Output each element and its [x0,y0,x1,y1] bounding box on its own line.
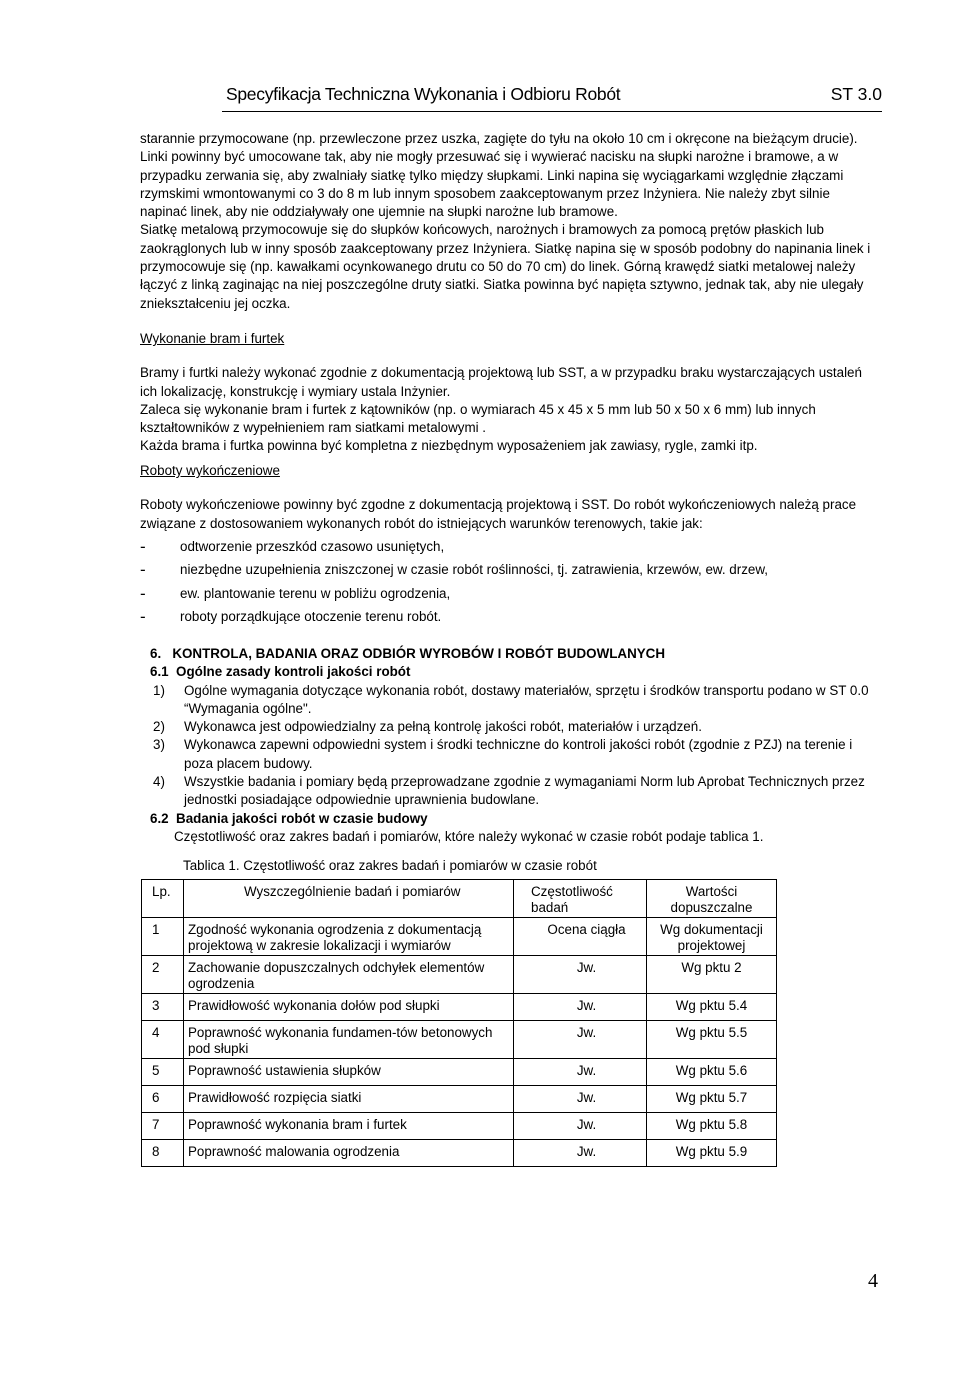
item-number: 3) [153,737,165,753]
numbered-item [150,773,880,810]
table-row [142,1140,777,1167]
table-cell: Wg pktu 5.9 [647,1140,777,1167]
table-cell: 5 [142,1059,184,1086]
list-item: - odtworzenie przeszkód czasowo usuniętych, [140,535,880,559]
table-row [142,956,777,994]
table-cell: Wg pktu 5.4 [647,994,777,1021]
page-number: 4 [868,1270,878,1292]
list-item: - ew. plantowanie terenu w pobliżu ogrodzenia, [140,582,880,606]
table-cell: 6 [142,1086,184,1113]
table-cell: Wg pktu 2 [647,956,777,994]
numbered-item [150,682,880,719]
table-cell: Jw. [514,1021,647,1059]
header-cell: Lp. [142,880,184,918]
table-cell: Poprawność malowania ogrodzenia [184,1140,514,1167]
table-cell: 3 [142,994,184,1021]
paragraph-siatka: Siatkę metalową przymocowuje się do słupków końcowych, narożnych i bramowych za pomocą prętów płaskich lub zaokrąglonych lub w inny sposób zaakceptowany przez Inżyniera. Siatkę napina się w sposób podobny do napinania linek i przymocowuje się (np. kawałkami ocynkowanego drutu co 50 do 70 cm) do linek. Górną krawędź siatki metalowej należy łączyć z linką zaginając na niej poszczególne druty siatki. Siatka powinna być napięta sztywno, jednak tak, aby nie ulegały zniekształceniu jej oczka. [140,222,871,311]
item-number: 2) [153,719,165,735]
list-item: - niezbędne uzupełnienia zniszczonej w czasie robót roślinności, tj. zatrawienia, krzewów, ew. drzew, [140,558,880,582]
table-cell: Jw. [514,1113,647,1140]
numbered-item [150,736,880,773]
header-cell: Wyszczególnienie badań i pomiarów [184,880,514,918]
paragraph-bramy-2: Zaleca się wykonanie bram i furtek z kątowników (np. o wymiarach 45 x 45 x 5 mm lub 50 x 50 x 6 mm) lub innych kształtowników z wypełnieniem ram siatkami metalowymi . [140,401,816,436]
numbered-item [150,718,880,736]
subsection-heading-6-2: 6.2 Badania jakości robót w czasie budowy [150,810,428,826]
roboty-list [140,535,880,629]
roboty-section [140,462,880,629]
list-item: - roboty porządkujące otoczenie terenu robót. [140,605,880,629]
bramy-section [140,330,880,456]
table-cell: Poprawność ustawienia słupków [184,1059,514,1086]
item-text: Wykonawca jest odpowiedzialny za pełną kontrolę jakości robót, materiałów i urządzeń. [184,719,702,735]
table-cell: Poprawność wykonania bram i furtek [184,1113,514,1140]
table-header-row [142,880,777,918]
paragraph-bramy-3: Każda brama i furtka powinna być kompletna z niezbędnym wyposażeniem jak zawiasy, rygle, zamki itp. [140,438,758,454]
table-row [142,994,777,1021]
page-header [222,84,882,108]
table-cell: Prawidłowość rozpięcia siatki [184,1086,514,1113]
table-cell: Jw. [514,1140,647,1167]
table-row [142,1113,777,1140]
section-heading-kontrola: 6. KONTROLA, BADANIA ORAZ ODBIÓR WYROBÓW I ROBÓT BUDOWLANYCH [150,646,666,661]
section-heading-roboty: Roboty wykończeniowe [140,463,280,478]
spec-code: ST 3.0 [830,84,882,104]
table-cell: Wg pktu 5.6 [647,1059,777,1086]
paragraph-bramy-1: Bramy i furtki należy wykonać zgodnie z dokumentacją projektową lub SST, a w przypadku braku wystarczających ustaleń ich lokalizację, konstrukcję i wymiary ustala Inżynier. [140,365,862,399]
table-cell: Ocena ciągła [514,918,647,956]
table-row [142,1086,777,1113]
table-cell: Zgodność wykonania ogrodzenia z dokumentacją projektową w zakresie lokalizacji i wymiarów [184,918,514,956]
table-cell: Wg dokumentacji projektowej [647,918,777,956]
document-title: Specyfikacja Techniczna Wykonania i Odbioru Robót [226,84,621,104]
item-text: Wszystkie badania i pomiary będą przeprowadzane zgodnie z wymaganiami Norm lub Aprobat Technicznych przez jednostki posiadające odpowiednie uprawnienia budowlane. [184,774,865,808]
item-text: Wykonawca zapewni odpowiedni system i środki techniczne do kontroli jakości robót (zgodnie z PZJ) na terenie i poza placem budowy. [184,737,853,771]
table-cell: 8 [142,1140,184,1167]
table-cell: Wg pktu 5.5 [647,1021,777,1059]
header-cell: Częstotliwość badań [514,880,647,918]
item-number: 4) [153,774,165,790]
header-rule [222,111,882,112]
table-cell: Wg pktu 5.7 [647,1086,777,1113]
item-text: Ogólne wymagania dotyczące wykonania robót, dostawy materiałów, sprzętu i środków transportu podano w ST 0.0 “Wymagania ogólne". [184,682,869,716]
section-heading-bramy: Wykonanie bram i furtek [140,331,285,346]
table-cell: Jw. [514,1059,647,1086]
table-cell: 7 [142,1113,184,1140]
header-cell: Wartości dopuszczalne [647,880,777,918]
table-cell: Jw. [514,956,647,994]
intro-section [140,130,880,313]
table-cell: 1 [142,918,184,956]
table-cell: 2 [142,956,184,994]
table-caption: Tablica 1. Częstotliwość oraz zakres badań i pomiarów w czasie robót [183,858,597,873]
paragraph-linki: starannie przymocowane (np. przewleczone przez uszka, zagięte do tyłu na około 10 cm i okręcone na bieżącym drucie). Linki powinny być umocowane tak, aby nie mogły przesuwać się i wywierać nacisku na słupki narożne i bramowe, a w przypadku zerwania się, aby zwalniały siatkę tylko między słupkami. Linki napina się wyciągarkami względnie złączami rzymskimi wmontowanymi co 3 do 8 m lub innym sposobem zaakceptowanym przez Inżyniera. Nie należy zbyt silnie napinać linek, aby nie oddziaływały one ujemnie na słupki narożne lub bramowe. [140,131,858,220]
table-cell: Jw. [514,1086,647,1113]
table-row [142,1021,777,1059]
table-cell: Wg pktu 5.8 [647,1113,777,1140]
badania-table [141,879,777,1167]
table-cell: Prawidłowość wykonania dołów pod słupki [184,994,514,1021]
table-cell: 4 [142,1021,184,1059]
item-number: 1) [153,682,165,698]
subsection-heading-6-1: 6.1 Ogólne zasady kontroli jakości robót [150,664,411,680]
table-cell: Poprawność wykonania fundamen-tów betonowych pod słupki [184,1021,514,1059]
table-row [142,1059,777,1086]
kontrola-section [150,645,880,846]
paragraph-6-2: Częstotliwość oraz zakres badań i pomiarów, które należy wykonać w czasie robót podaje tablica 1. [174,828,764,844]
table-cell: Jw. [514,994,647,1021]
table-cell: Zachowanie dopuszczalnych odchyłek elementów ogrodzenia [184,956,514,994]
paragraph-roboty: Roboty wykończeniowe powinny być zgodne z dokumentacją projektową i SST. Do robót wykończeniowych należą prace związane z dostosowaniem wykonanych robót do istniejących warunków terenowych, takie jak: [140,497,857,531]
table-row [142,918,777,956]
